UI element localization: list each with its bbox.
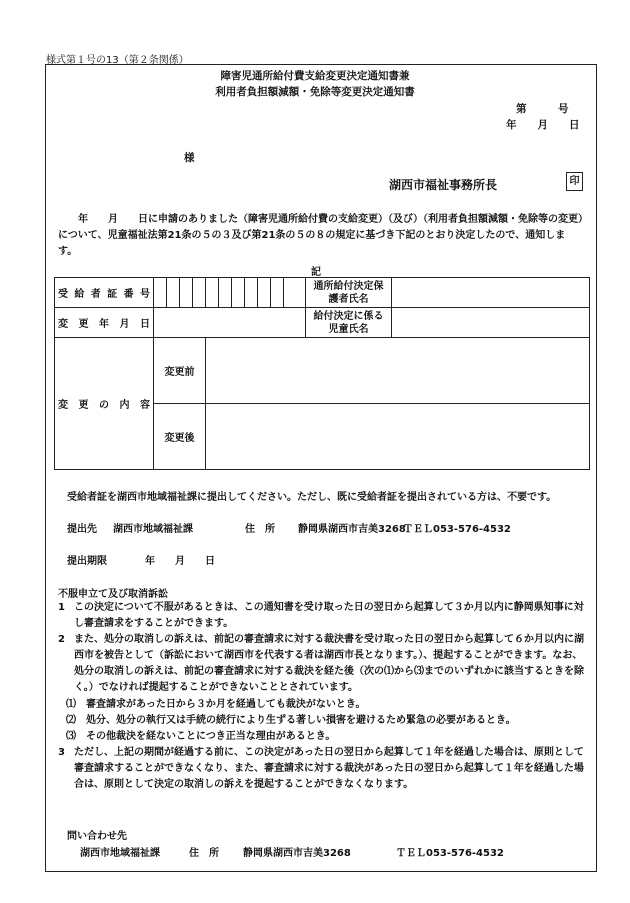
submit-to-office: 湖西市地域福祉課 — [113, 524, 193, 535]
recipient-number-box[interactable] — [271, 278, 284, 308]
contact-address: 静岡県湖西市吉美3268 — [243, 848, 351, 859]
document-number: 第 号 — [516, 103, 569, 115]
contact-label: 問い合わせ先 — [67, 831, 127, 842]
recipient-number-box[interactable] — [284, 278, 306, 308]
parent-name-label: 通所給付決定保護者氏名 — [306, 278, 392, 308]
issue-date: 年 月 日 — [506, 119, 580, 131]
recipient-number-box[interactable] — [154, 278, 167, 308]
appeal-sub1: ⑴ 審査請求があった日から３か月を経過しても裁決がないとき。 — [66, 699, 366, 710]
submit-to-tel: ＴＥＬ053-576-4532 — [403, 524, 511, 535]
appeal-item2-number: 2 — [58, 634, 65, 645]
child-name-label: 給付決定に係る児童氏名 — [306, 308, 392, 338]
change-content-label: 変更の内容 — [55, 338, 154, 470]
appeal-item3-number: 3 — [58, 747, 65, 758]
appeal-item2: また、処分の取消しの訴えは、前記の審査請求に対する裁決書を受け取った日の翌日から起算して６か月以内に湖西市を被告として（訴訟において湖西市を代表する者は湖西市長となります。）、提起することができます。なお、処分の取消しの訴えは、前記の審査請求に対する裁決を経た後（次の⑴から⑶までのいずれかに該当するときを除く。）でなければ提起することができないこととされています。 — [74, 634, 584, 693]
parent-name-field[interactable] — [392, 278, 590, 308]
seal-stamp: 印 — [566, 172, 583, 191]
submit-to-address-label: 住 所 — [245, 524, 275, 535]
issuer-name: 湖西市福祉事務所長 — [389, 178, 498, 192]
appeal-item1: この決定について不服があるときは、この通知書を受け取った日の翌日から起算して３か月以内に静岡県知事に対し審査請求をすることができます。 — [74, 602, 584, 629]
recipient-number-box[interactable] — [167, 278, 180, 308]
appeal-heading: 不服申立て及び取消訴訟 — [58, 589, 168, 600]
appeal-sub2: ⑵ 処分、処分の執行又は手続の続行により生ずる著しい損害を避けるため緊急の必要があるとき。 — [66, 715, 516, 726]
form-number: 様式第１号の13（第２条関係） — [46, 55, 189, 66]
notice-text: 受給者証を湖西市地域福祉課に提出してください。ただし、既に受給者証を提出されている方は、不要です。 — [67, 492, 557, 503]
contact-tel: ＴＥＬ053-576-4532 — [396, 848, 504, 859]
after-content-field[interactable] — [206, 404, 590, 470]
deadline-label: 提出期限 — [67, 556, 107, 567]
recipient-number-box[interactable] — [232, 278, 245, 308]
after-label: 変更後 — [154, 404, 206, 470]
recipient-number-box[interactable] — [258, 278, 271, 308]
recipient-number-box[interactable] — [219, 278, 232, 308]
record-heading: 記 — [311, 267, 321, 278]
document-title-line1: 障害児通所給付費支給変更決定通知書兼 — [220, 70, 410, 82]
appeal-item3: ただし、上記の期間が経過する前に、この決定があった日の翌日から起算して１年を経過した場合は、原則として審査請求することができなくなり、また、審査請求に対する裁決があった日の翌日から起算して１年を経過した場合は、原則として決定の取消しの訴えを提起することができなくなります。 — [74, 747, 584, 790]
before-label: 変更前 — [154, 338, 206, 404]
before-content-field[interactable] — [206, 338, 590, 404]
submit-to-address: 静岡県湖西市吉美3268 — [298, 524, 406, 535]
contact-address-label: 住 所 — [189, 848, 219, 859]
recipient-number-label: 受給者証番号 — [55, 278, 154, 308]
deadline-value: 年 月 日 — [145, 556, 215, 567]
child-name-field[interactable] — [392, 308, 590, 338]
appeal-item1-number: 1 — [58, 602, 65, 613]
recipient-number-box[interactable] — [180, 278, 193, 308]
recipient-number-box[interactable] — [245, 278, 258, 308]
recipient-number-box[interactable] — [193, 278, 206, 308]
document-title-line2: 利用者負担額減額・免除等変更決定通知書 — [215, 86, 415, 98]
change-date-label: 変更年月日 — [55, 308, 154, 338]
change-date-field[interactable] — [154, 308, 306, 338]
submit-to-label: 提出先 — [67, 524, 97, 535]
appeal-sub3: ⑶ その他裁決を経ないことにつき正当な理由があるとき。 — [66, 731, 336, 742]
body-text: 年 月 日に申請のありました（障害児通所給付費の支給変更）（及び）（利用者負担額減額・免除等の変更）について、児童福祉法第21条の５の３及び第21条の５の８の規定に基づき下記のとおり決定したので、通知します。 — [58, 214, 583, 257]
recipient-number-box[interactable] — [206, 278, 219, 308]
decision-table — [54, 277, 590, 470]
contact-office: 湖西市地域福祉課 — [80, 848, 160, 859]
addressee-suffix: 様 — [184, 152, 195, 164]
